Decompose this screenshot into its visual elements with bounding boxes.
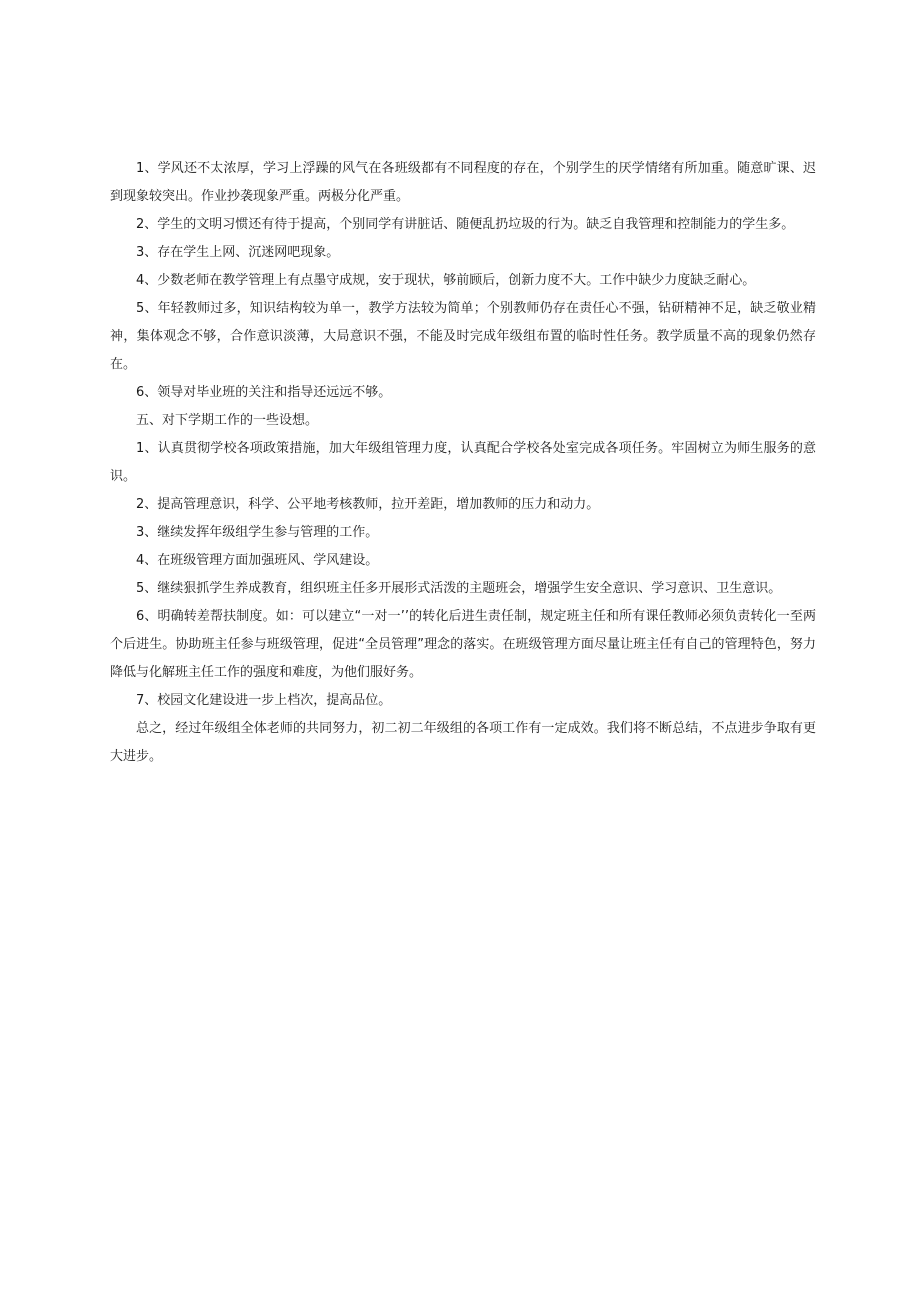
paragraph-plan-4: 4、在班级管理方面加强班风、学风建设。	[136, 553, 379, 568]
paragraph-problem-3: 3、存在学生上网、沉迷网吧现象。	[136, 245, 340, 260]
paragraph-conclusion: 总之，经过年级组全体老师的共同努力，初二初二年级组的各项工作有一定成效。我们将不断总结，不点进步争取有更大进步。	[110, 721, 816, 764]
document-page	[110, 155, 816, 771]
paragraph-plan-6: 6、明确转差帮扶制度。如：可以建立“一对一’’的转化后进生责任制，规定班主任和所有课任教师必须负责转化一至两个后进生。协助班主任参与班级管理，促进“全员管理”理念的落实。在班级管理方面尽量让班主任有自己的管理特色，努力降低与化解班主任工作的强度和难度，为他们服好务。	[110, 609, 816, 680]
paragraph-problem-2: 2、学生的文明习惯还有待于提高，个别同学有讲脏话、随便乱扔垃圾的行为。缺乏自我管理和控制能力的学生多。	[136, 217, 795, 232]
paragraph-plan-2: 2、提高管理意识，科学、公平地考核教师，拉开差距，增加教师的压力和动力。	[136, 497, 600, 512]
paragraph-problem-6: 6、领导对毕业班的关注和指导还远远不够。	[136, 385, 392, 400]
paragraph-plan-5: 5、继续狠抓学生养成教育，组织班主任多开展形式活泼的主题班会，增强学生安全意识、学习意识、卫生意识。	[136, 581, 782, 596]
section-heading-plans: 五、对下学期工作的一些设想。	[136, 413, 319, 428]
paragraph-plan-1: 1、认真贯彻学校各项政策措施，加大年级组管理力度，认真配合学校各处室完成各项任务。牢固树立为师生服务的意识。	[110, 441, 816, 484]
paragraph-problem-4: 4、少数老师在教学管理上有点墨守成规，安于现状，够前顾后，创新力度不大。工作中缺少力度缺乏耐心。	[136, 273, 756, 288]
paragraph-plan-3: 3、继续发挥年级组学生参与管理的工作。	[136, 525, 379, 540]
paragraph-problem-5: 5、年轻教师过多，知识结构较为单一，教学方法较为简单；个别教师仍存在责任心不强，钻研精神不足，缺乏敬业精神，集体观念不够，合作意识淡薄，大局意识不强，不能及时完成年级组布置的临时性任务。教学质量不高的现象仍然存在。	[110, 301, 816, 372]
paragraph-problem-1: 1、学风还不太浓厚，学习上浮躁的风气在各班级都有不同程度的存在，个别学生的厌学情绪有所加重。随意旷课、迟到现象较突出。作业抄袭现象严重。两极分化严重。	[110, 161, 816, 204]
paragraph-plan-7: 7、校园文化建设进一步上档次，提高品位。	[136, 693, 392, 708]
